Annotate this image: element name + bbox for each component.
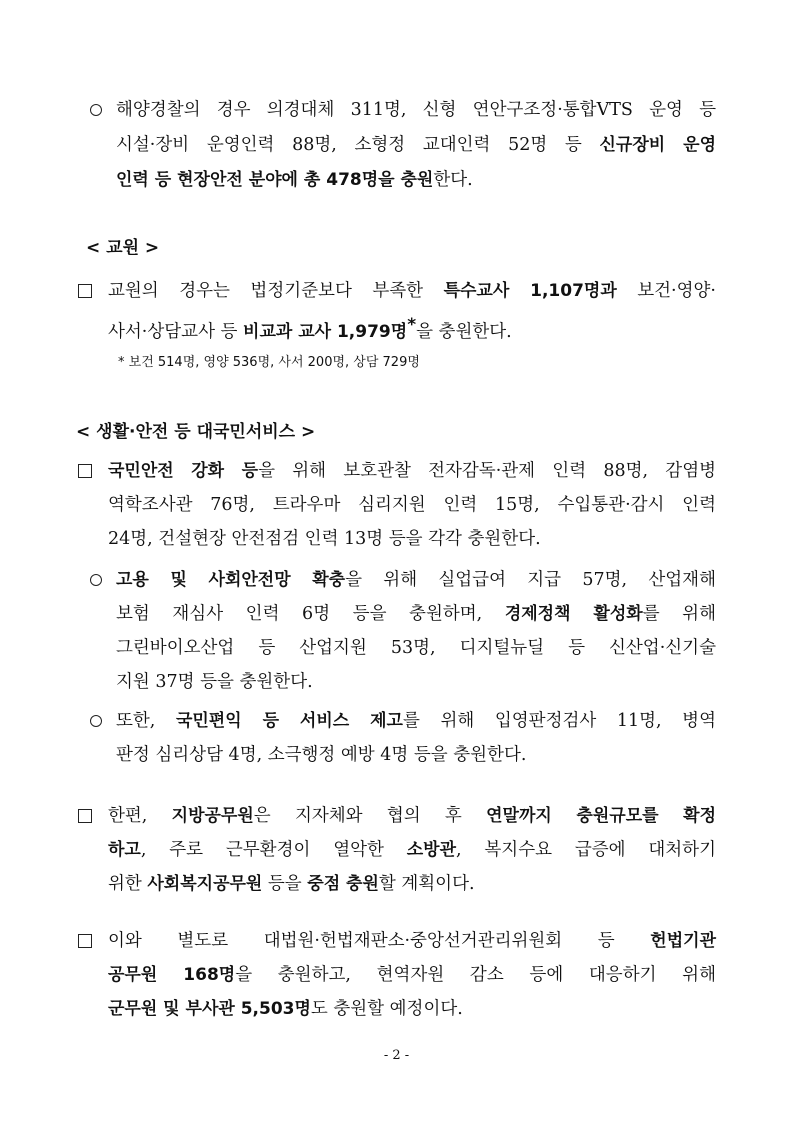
- paragraph-constitutional-line-3: 군무원 및 부사관 5,503명도 충원할 예정이다.: [108, 999, 463, 1019]
- paragraph-constitutional-line-2: 공무원 168명을 충원하고, 현역자원 감소 등에 대응하기 위해: [108, 965, 716, 985]
- paragraph-convenience-line-2: 판정 심리상담 4명, 소극행정 예방 4명 등을 충원한다.: [116, 745, 527, 765]
- section-heading-teachers: < 교원 >: [86, 238, 160, 258]
- paragraph-local-officials-line-1: 한편, 지방공무원은 지자체와 협의 후 연말까지 충원규모를 확정: [108, 806, 717, 826]
- paragraph-public-safety-line-3: 24명, 건설현장 안전점검 인력 13명 등을 각각 충원한다.: [108, 529, 541, 549]
- paragraph-employment-line-4: 지원 37명 등을 충원한다.: [116, 672, 313, 692]
- paragraph-employment-line-3: 그린바이오산업 등 산업지원 53명, 디지털뉴딜 등 신산업·신기술: [116, 638, 716, 658]
- circle-bullet-icon: [90, 104, 102, 116]
- paragraph-coast-guard-line-2: 시설·장비 운영인력 88명, 소형정 교대인력 52명 등 신규장비 운영: [116, 135, 717, 155]
- paragraph-employment-line-2: 보험 재심사 인력 6명 등을 충원하며, 경제정책 활성화를 위해: [116, 604, 716, 624]
- square-bullet-icon: [78, 284, 92, 298]
- square-bullet-icon: [78, 464, 92, 478]
- square-bullet-icon: [78, 934, 92, 948]
- paragraph-public-safety-line-1: 국민안전 강화 등을 위해 보호관찰 전자감독·관제 인력 88명, 감염병: [108, 461, 716, 481]
- circle-bullet-icon: [90, 574, 102, 586]
- paragraph-constitutional-line-1: 이와 별도로 대법원·헌법재판소·중앙선거관리위원회 등 헌법기관: [108, 931, 716, 951]
- square-bullet-icon: [78, 809, 92, 823]
- paragraph-coast-guard-line-1: 해양경찰의 경우 의경대체 311명, 신형 연안구조정·통합VTS 운영 등: [116, 100, 716, 120]
- footnote: * 보건 514명, 영양 536명, 사서 200명, 상담 729명: [118, 355, 420, 370]
- paragraph-coast-guard-line-3: 인력 등 현장안전 분야에 총 478명을 충원한다.: [116, 170, 473, 190]
- section-heading-public-services: < 생활·안전 등 대국민서비스 >: [76, 422, 316, 442]
- paragraph-local-officials-line-2: 하고, 주로 근무환경이 열악한 소방관, 복지수요 급증에 대처하기: [108, 840, 716, 860]
- page-number: - 2 -: [383, 1048, 410, 1063]
- paragraph-convenience-line-1: 또한, 국민편익 등 서비스 제고를 위해 입영판정검사 11명, 병역: [116, 711, 716, 731]
- paragraph-teachers-line-2: 사서·상담교사 등 비교과 교사 1,979명*을 충원한다.: [108, 315, 512, 342]
- paragraph-employment-line-1: 고용 및 사회안전망 확충을 위해 실업급여 지급 57명, 산업재해: [116, 570, 716, 590]
- paragraph-teachers-line-1: 교원의 경우는 법정기준보다 부족한 특수교사 1,107명과 보건·영양·: [108, 281, 716, 301]
- paragraph-public-safety-line-2: 역학조사관 76명, 트라우마 심리지원 인력 15명, 수입통관·감시 인력: [108, 495, 716, 515]
- circle-bullet-icon: [90, 715, 102, 727]
- paragraph-local-officials-line-3: 위한 사회복지공무원 등을 중점 충원할 계획이다.: [108, 874, 475, 894]
